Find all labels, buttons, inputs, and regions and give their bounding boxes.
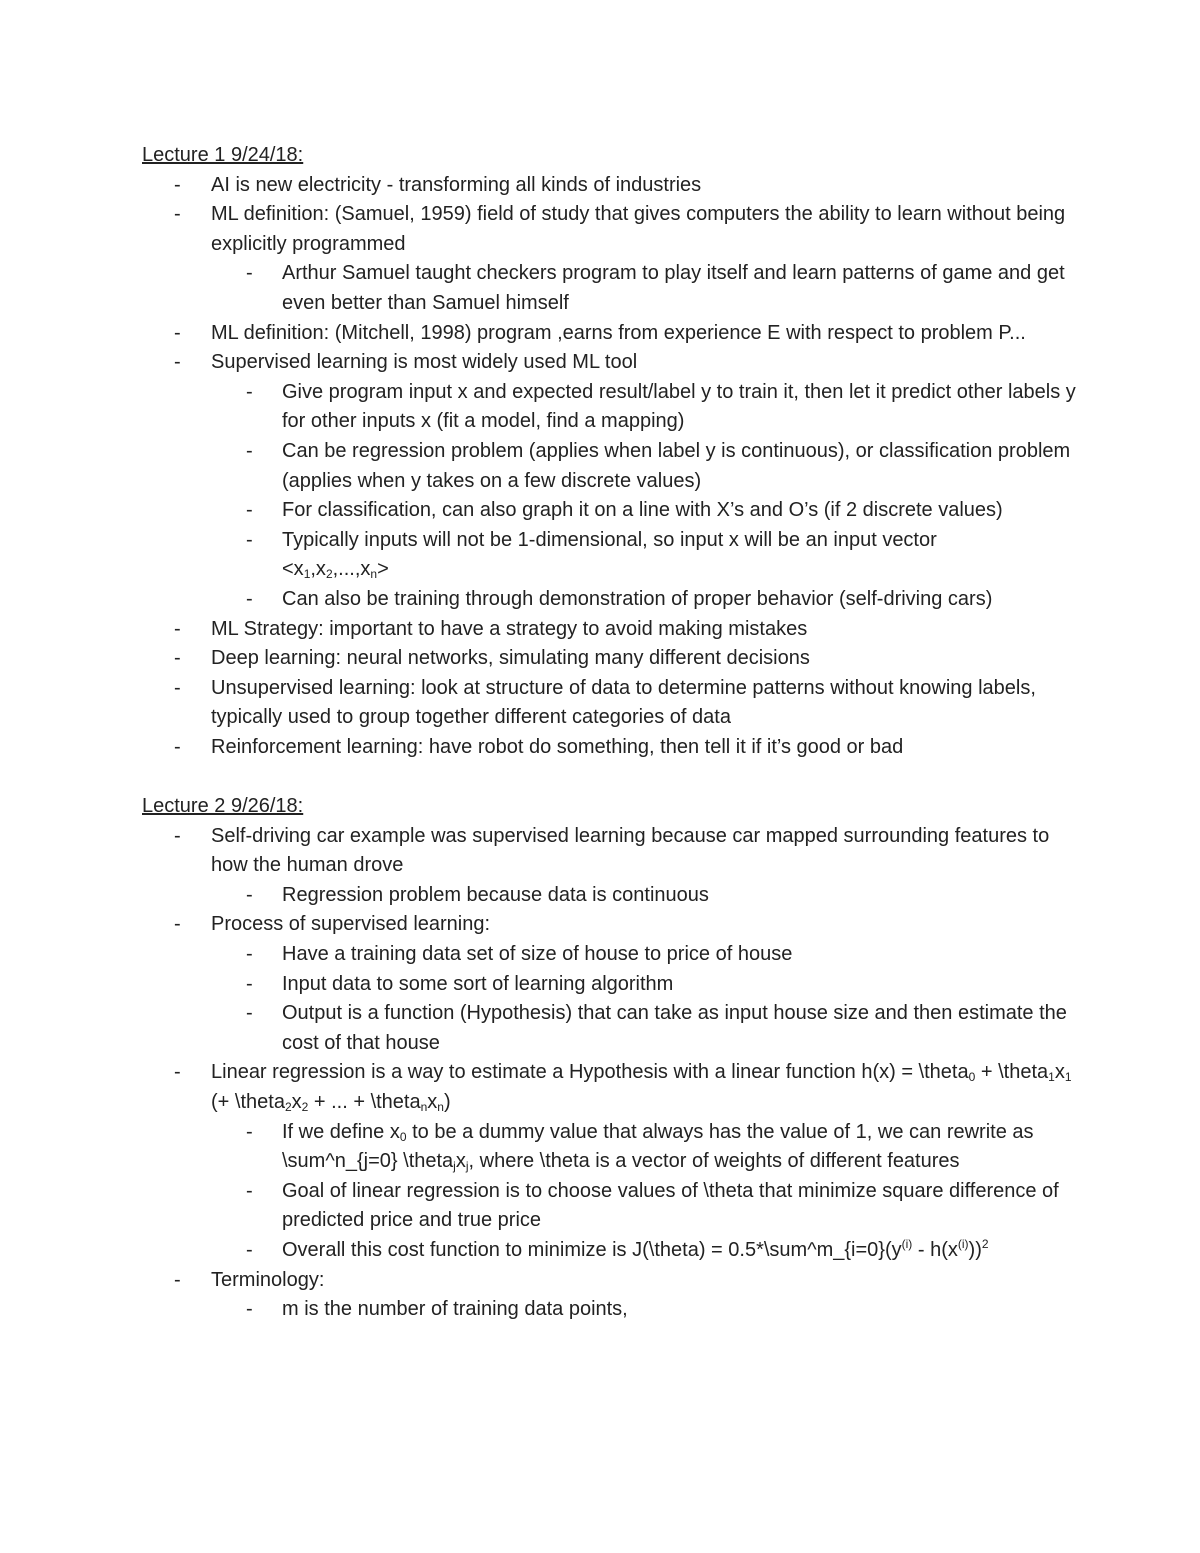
bullet-dash: - bbox=[174, 321, 181, 344]
lecture-2-heading: Lecture 2 9/26/18: bbox=[142, 795, 304, 818]
bullet-dash: - bbox=[246, 528, 253, 551]
bullet-dash: - bbox=[246, 972, 253, 995]
lecture-1-notes bbox=[142, 171, 1077, 763]
bullet-dash: - bbox=[174, 735, 181, 758]
bullet-dash: - bbox=[174, 647, 181, 670]
list-item: - Regression problem because data is continuous bbox=[142, 881, 1077, 911]
list-item: - Input data to some sort of learning algorithm bbox=[142, 970, 1077, 1000]
bullet-dash: - bbox=[174, 203, 181, 226]
list-item: - AI is new electricity - transforming all kinds of industries bbox=[142, 171, 1077, 201]
list-item: - ML definition: (Mitchell, 1998) program ,earns from experience E with respect to problem P... bbox=[142, 319, 1077, 349]
bullet-dash: - bbox=[174, 824, 181, 847]
bullet-dash: - bbox=[174, 351, 181, 374]
list-item: - Output is a function (Hypothesis) that can take as input house size and then estimate the cost of that house bbox=[142, 999, 1077, 1058]
bullet-dash: - bbox=[174, 1268, 181, 1291]
bullet-dash: - bbox=[174, 1061, 181, 1084]
bullet-dash: - bbox=[246, 943, 253, 966]
list-item: - Typically inputs will not be 1-dimensional, so input x will be an input vector $<x_1,x_2,...,x_n>$ bbox=[142, 526, 1077, 585]
lecture-1-heading: Lecture 1 9/24/18: bbox=[142, 144, 304, 166]
list-item: - Can also be training through demonstration of proper behavior (self-driving cars) bbox=[142, 585, 1077, 615]
bullet-dash: - bbox=[246, 262, 253, 285]
list-item: - Supervised learning is most widely used ML tool bbox=[142, 348, 1077, 378]
lecture-2-notes bbox=[142, 822, 1077, 1325]
bullet-dash: - bbox=[246, 1120, 253, 1143]
list-item: - Self-driving car example was supervised learning because car mapped surrounding features to how the human drove bbox=[142, 822, 1077, 881]
list-item: - ML definition: (Samuel, 1959) field of study that gives computers the ability to learn without being explicitly programmed bbox=[142, 200, 1077, 259]
list-item: - Linear regression is a way to estimate a Hypothesis with a linear function h(x) = \theta$_0$ + $\backslash theta_1x_1$ (+ $\backslash theta_2x_2$ + ... + $\backslash theta_nx_n$) bbox=[142, 1058, 1077, 1117]
list-item: - Overall this cost function to minimize is J(\theta) = $0.5*\backslash sum\^{}m\_\{i=0\}(y^{(i)} - h(x^{(i)}))^2$ bbox=[142, 1236, 1077, 1266]
bullet-dash: - bbox=[174, 173, 181, 196]
list-item: - Terminology: bbox=[142, 1266, 1077, 1296]
document-page bbox=[142, 141, 1077, 1325]
bullet-dash: - bbox=[246, 380, 253, 403]
bullet-dash: - bbox=[246, 1238, 253, 1261]
bullet-dash: - bbox=[246, 1002, 253, 1025]
list-item: - For classification, can also graph it on a line with X’s and O’s (if 2 discrete values) bbox=[142, 496, 1077, 526]
section-spacer bbox=[142, 762, 1077, 792]
list-item: - ML Strategy: important to have a strategy to avoid making mistakes bbox=[142, 615, 1077, 645]
list-item: - Deep learning: neural networks, simulating many different decisions bbox=[142, 644, 1077, 674]
list-item: - Unsupervised learning: look at structure of data to determine patterns without knowing labels, typically used to group together different categories of data bbox=[142, 674, 1077, 733]
input-vector: $<x_1,x_2,...,x_n>$ bbox=[282, 558, 389, 582]
bullet-dash: - bbox=[246, 439, 253, 462]
bullet-dash: - bbox=[246, 1298, 253, 1321]
bullet-dash: - bbox=[174, 676, 181, 699]
bullet-dash: - bbox=[174, 617, 181, 640]
bullet-dash: - bbox=[246, 883, 253, 906]
list-item: - Give program input x and expected result/label y to train it, then let it predict other labels y for other inputs x (fit a model, find a mapping) bbox=[142, 378, 1077, 437]
list-item: - Arthur Samuel taught checkers program to play itself and learn patterns of game and get even better than Samuel himself bbox=[142, 259, 1077, 318]
bullet-dash: - bbox=[246, 499, 253, 522]
bullet-dash: - bbox=[246, 1179, 253, 1202]
list-item: - If we define $x_0$ to be a dummy value that always has the value of 1, we can rewrite as \sum^n_{j=0} $\backslash theta_jx_j$, where \theta is a vector of weights of different features bbox=[142, 1118, 1077, 1177]
list-item: - Goal of linear regression is to choose values of \theta that minimize square difference of predicted price and true price bbox=[142, 1177, 1077, 1236]
bullet-dash: - bbox=[174, 913, 181, 936]
list-item: - Process of supervised learning: bbox=[142, 910, 1077, 940]
list-item: - Have a training data set of size of house to price of house bbox=[142, 940, 1077, 970]
list-item: - Reinforcement learning: have robot do something, then tell it if it’s good or bad bbox=[142, 733, 1077, 763]
list-item: - m is the number of training data points, bbox=[142, 1295, 1077, 1325]
bullet-dash: - bbox=[246, 587, 253, 610]
list-item: - Can be regression problem (applies when label y is continuous), or classification problem (applies when y takes on a few discrete values) bbox=[142, 437, 1077, 496]
